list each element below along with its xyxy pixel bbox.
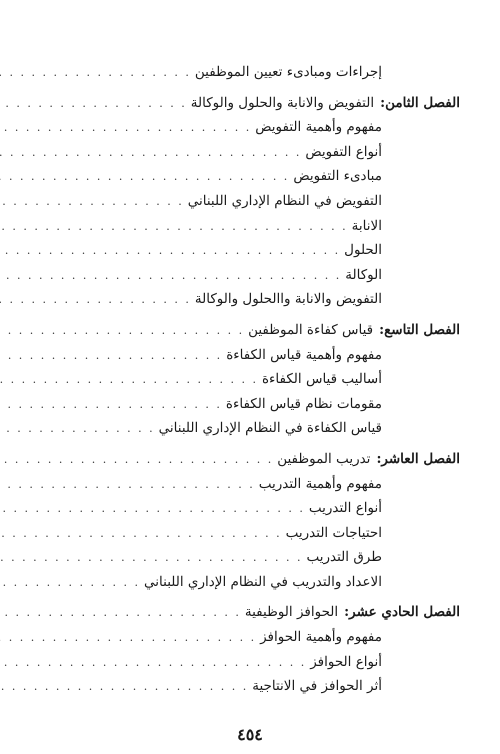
dot-leader xyxy=(0,141,301,166)
toc-entry-title xyxy=(159,416,460,441)
toc-entry-text: أثر الحوافز في الانتاجية xyxy=(252,678,382,695)
toc-entry-row xyxy=(40,115,460,140)
toc-entry-title xyxy=(260,625,460,650)
toc-entry-text: التفويض والانابة والحلول والوكالة xyxy=(190,94,375,111)
toc-entry-text: الانابة xyxy=(351,217,382,234)
dot-leader xyxy=(0,319,244,344)
toc-entry-text: مفهوم وأهمية قياس الكفاءة xyxy=(226,346,382,363)
dot-leader xyxy=(0,165,289,190)
dot-leader xyxy=(0,448,273,473)
toc-entry-row xyxy=(40,650,460,675)
toc-entry-row xyxy=(40,625,460,650)
toc-entry-text: التفويض والانابة واالحلول والوكالة xyxy=(194,291,382,308)
dot-leader xyxy=(0,571,140,596)
toc-entry-row xyxy=(40,140,460,165)
toc-entry-title xyxy=(226,392,460,417)
toc-entry-row xyxy=(40,367,460,392)
dot-leader xyxy=(0,368,258,393)
dot-leader xyxy=(0,116,251,141)
toc-entry-row xyxy=(40,263,460,288)
toc-entry-text: الحلول xyxy=(344,242,382,259)
toc-entry-title xyxy=(310,650,460,675)
toc-entry-text: مفهوم وأهمية الحوافز xyxy=(260,629,382,646)
toc-entry-row xyxy=(40,416,460,441)
toc-entry-text: احتياجات التدريب xyxy=(285,524,382,541)
toc-entry-text: مفهوم وأهمية التفويض xyxy=(255,119,382,136)
dot-leader xyxy=(0,215,348,240)
toc-entry-row xyxy=(40,392,460,417)
chapter-label: الفصل الثامن: xyxy=(380,94,460,111)
toc-entry-title xyxy=(245,600,460,625)
toc-entry-row xyxy=(40,189,460,214)
toc-entry-text: إجراءات ومبادىء تعيين الموظفين xyxy=(194,64,382,80)
dot-leader xyxy=(0,264,341,289)
toc-entry-title xyxy=(306,545,460,570)
chapter-label: الفصل التاسع: xyxy=(379,321,460,338)
toc-entry-row xyxy=(40,164,460,189)
toc-entry-row xyxy=(40,343,460,368)
dot-leader xyxy=(0,626,256,651)
dot-leader xyxy=(0,546,302,571)
toc-chapter-row xyxy=(40,447,460,472)
dot-leader xyxy=(0,675,248,700)
toc-entry-title xyxy=(188,189,460,214)
toc-entry-title xyxy=(286,521,460,546)
table-of-contents xyxy=(40,60,460,699)
toc-entry-row xyxy=(40,60,460,85)
dot-leader xyxy=(0,651,306,676)
toc-entry-row xyxy=(40,674,460,699)
dot-leader xyxy=(0,190,184,215)
toc-chapter-row xyxy=(40,318,460,343)
dot-leader xyxy=(0,288,191,313)
chapter-label: الفصل العاشر: xyxy=(376,450,460,467)
toc-entry-text: الوكالة xyxy=(345,266,382,283)
toc-entry-text: قياس كفاءة الموظفين xyxy=(248,321,374,338)
toc-entry-text: مقومات نظام قياس الكفاءة xyxy=(225,395,382,412)
toc-entry-title xyxy=(345,263,460,288)
toc-entry-row xyxy=(40,545,460,570)
toc-entry-text: طرق التدريب xyxy=(306,549,382,566)
toc-entry-text: أساليب قياس الكفاءة xyxy=(261,371,382,388)
toc-entry-title xyxy=(259,472,460,497)
toc-entry-row xyxy=(40,287,460,312)
toc-entry-row xyxy=(40,496,460,521)
toc-entry-text: قياس الكفاءة في النظام الإداري اللبناني xyxy=(158,420,382,437)
dot-leader xyxy=(0,344,222,369)
dot-leader xyxy=(0,601,241,626)
toc-entry-title xyxy=(195,287,460,312)
toc-entry-title xyxy=(309,496,460,521)
toc-entry-row xyxy=(40,570,460,595)
dot-leader xyxy=(0,92,187,117)
toc-entry-row xyxy=(40,214,460,239)
toc-entry-title xyxy=(293,164,460,189)
toc-entry-row xyxy=(40,521,460,546)
page-number: ٤٥٤ xyxy=(237,725,263,744)
chapter-label: الفصل الحادي عشر: xyxy=(344,604,460,621)
toc-chapter-row xyxy=(40,91,460,116)
toc-entry-title xyxy=(262,367,460,392)
dot-leader xyxy=(0,497,305,522)
toc-entry-text: الاعداد والتدريب في النظام الإداري اللبناني xyxy=(144,573,382,590)
toc-entry-title xyxy=(248,318,460,343)
toc-entry-title xyxy=(191,91,460,116)
toc-entry-text: تدريب الموظفين xyxy=(277,450,371,467)
toc-entry-title xyxy=(255,115,460,140)
toc-entry-title xyxy=(344,238,460,263)
toc-entry-title xyxy=(226,343,460,368)
toc-entry-text: التفويض في النظام الإداري اللبناني xyxy=(187,192,382,209)
toc-entry-row xyxy=(40,238,460,263)
dot-leader xyxy=(0,473,255,498)
toc-entry-text: مبادىء التفويض xyxy=(293,168,382,185)
toc-entry-title xyxy=(352,214,460,239)
toc-entry-title xyxy=(305,140,460,165)
toc-entry-text: أنواع التدريب xyxy=(308,500,382,517)
dot-leader xyxy=(0,61,191,86)
dot-leader xyxy=(0,393,222,418)
dot-leader xyxy=(0,522,282,547)
toc-entry-text: أنواع التفويض xyxy=(305,143,382,160)
toc-entry-text: أنواع الحوافز xyxy=(310,653,382,670)
toc-entry-row xyxy=(40,472,460,497)
toc-entry-title xyxy=(144,570,460,595)
toc-entry-text: مفهوم وأهمية التدريب xyxy=(258,475,382,492)
toc-entry-title xyxy=(277,447,460,472)
toc-entry-title xyxy=(195,60,460,85)
toc-entry-title xyxy=(252,674,460,699)
dot-leader xyxy=(0,417,155,442)
dot-leader xyxy=(0,239,340,264)
toc-chapter-row xyxy=(40,600,460,625)
toc-entry-text: الحوافز الوظيفية xyxy=(244,604,339,621)
